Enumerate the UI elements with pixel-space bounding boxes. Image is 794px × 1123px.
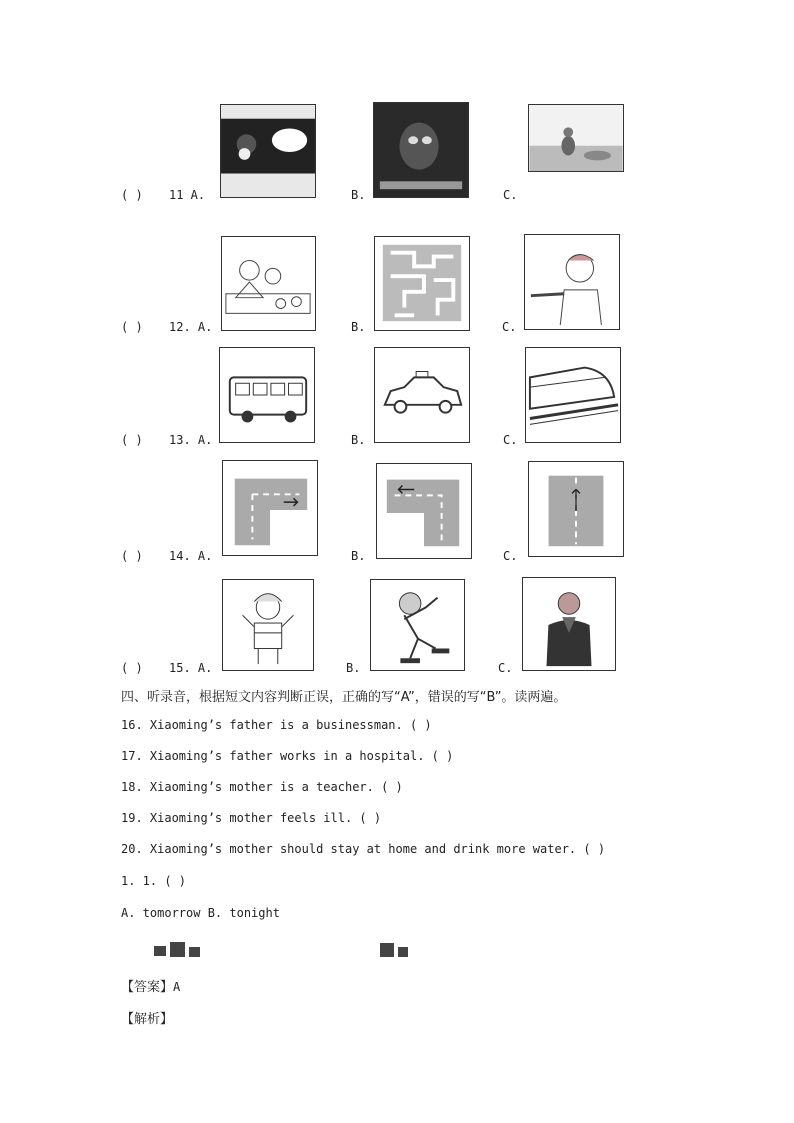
statement-17[interactable]: 17. Xiaoming’s father works in a hospital. ( ) <box>121 749 454 763</box>
question-label-13: 13. A. <box>169 433 213 447</box>
redaction-block <box>398 947 408 957</box>
statement-18[interactable]: 18. Xiaoming’s mother is a teacher. ( ) <box>121 780 403 794</box>
answer-paren-11[interactable]: ( ) <box>121 188 143 202</box>
answer-label: 【答案】 <box>121 980 174 995</box>
option-image-13a <box>219 347 315 443</box>
option-image-13c <box>525 347 621 443</box>
question-label-12: 12. A. <box>169 320 213 334</box>
option-b-label-13: B. <box>351 433 366 447</box>
answer-paren-14[interactable]: ( ) <box>121 549 143 563</box>
option-c-label-15: C. <box>498 661 513 675</box>
redaction-block <box>189 947 200 957</box>
answer-paren-12[interactable]: ( ) <box>121 320 143 334</box>
option-image-11a <box>220 104 316 198</box>
statement-16[interactable]: 16. Xiaoming’s father is a businessman. ( ) <box>121 718 432 732</box>
answer-line <box>121 976 180 995</box>
question-1-stem[interactable]: 1. 1. ( ) <box>121 874 187 888</box>
answer-paren-13[interactable]: ( ) <box>121 433 143 447</box>
redaction-block <box>380 943 394 957</box>
option-b-label-11: B. <box>351 188 366 202</box>
option-image-14a <box>222 460 318 556</box>
option-b-label-14: B. <box>351 549 366 563</box>
option-c-label-13: C. <box>503 433 518 447</box>
redaction-block <box>154 946 166 956</box>
option-image-12b <box>374 236 470 331</box>
option-b-label-12: B. <box>351 320 366 334</box>
answer-value: A <box>173 980 181 994</box>
option-image-13b <box>374 347 470 443</box>
statement-19[interactable]: 19. Xiaoming’s mother feels ill. ( ) <box>121 811 382 825</box>
option-c-label-11: C. <box>503 188 518 202</box>
option-image-11b <box>373 102 469 198</box>
option-image-11c <box>528 104 624 172</box>
question-label-14: 14. A. <box>169 549 213 563</box>
question-1-options: A. tomorrow B. tonight <box>121 906 280 920</box>
redaction-block <box>170 942 185 957</box>
answer-paren-15[interactable]: ( ) <box>121 661 143 675</box>
option-image-14b <box>376 463 472 559</box>
option-c-label-12: C. <box>502 320 517 334</box>
statement-20[interactable]: 20. Xiaoming’s mother should stay at home and drink more water. ( ) <box>121 842 606 856</box>
option-image-12a <box>221 236 316 331</box>
option-c-label-14: C. <box>503 549 518 563</box>
option-image-15b <box>370 579 465 671</box>
option-image-15a <box>222 579 314 671</box>
question-label-11: 11 A. <box>169 188 206 202</box>
analysis-label: 【解析】 <box>121 1012 174 1027</box>
option-image-15c <box>522 577 616 671</box>
option-image-12c <box>524 234 620 330</box>
section-4-heading: 四、听录音，根据短文内容判断正误，正确的写“A”，错误的写“B”。读两遍。 <box>121 690 567 705</box>
option-b-label-15: B. <box>346 661 361 675</box>
option-image-14c <box>528 461 624 557</box>
question-label-15: 15. A. <box>169 661 213 675</box>
